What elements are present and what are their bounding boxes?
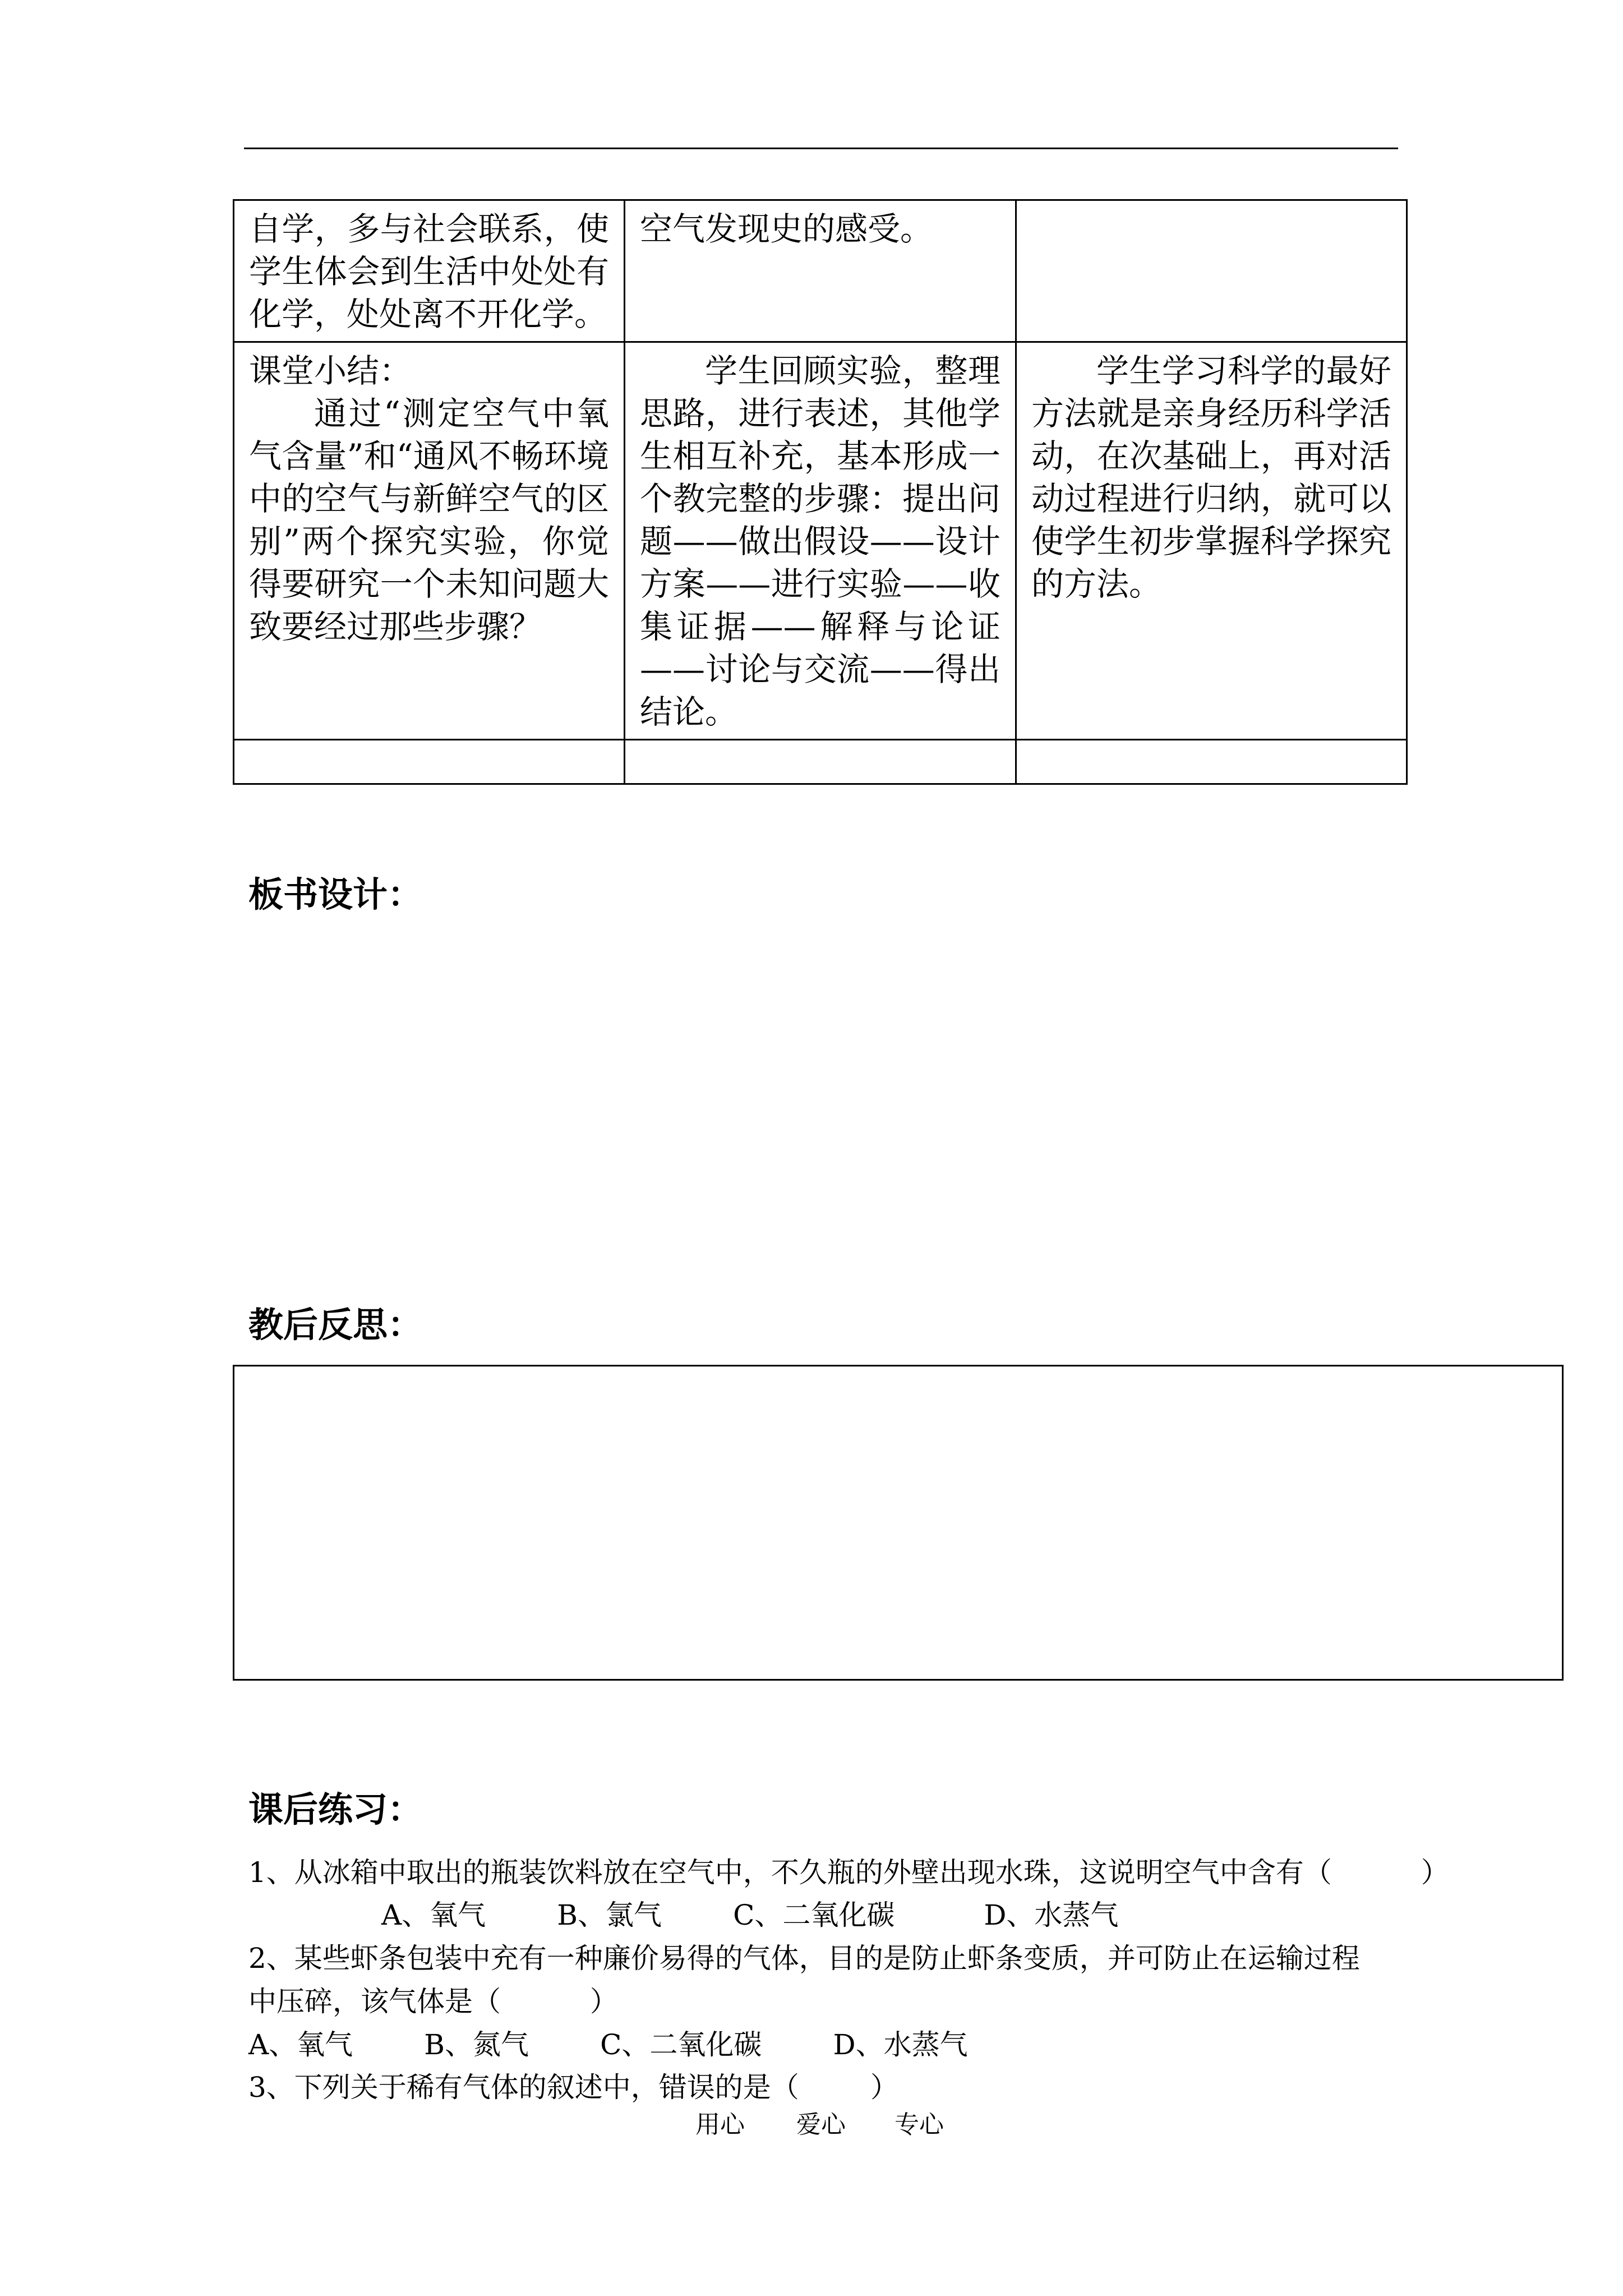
table-cell [1016,342,1407,740]
table-row [234,740,1407,784]
footer-word: 用心 [695,2110,745,2139]
question-1-options: A、氧气 B、氯气 C、二氧化碳 D、水蒸气 [381,1899,1119,1931]
summary-question: 通过“测定空气中氧气含量”和“通风不畅环境中的空气与新鲜空气的区别”两个探究实验，你觉得要研究一个未知问题大致要经过那些步骤？ [249,394,609,646]
table-cell [234,740,625,784]
design-intent: 学生学习科学的最好方法就是亲身经历科学活动，在次基础上，再对活动过程进行归纳，就可以使学生初步掌握科学探究的方法。 [1031,352,1391,603]
question-3-stem: 3、下列关于稀有气体的叙述中，错误的是（ ） [248,2071,898,2104]
table-row [234,342,1407,740]
exercises-heading: 课后练习： [248,1789,423,1830]
reflection-heading: 教后反思： [248,1304,423,1345]
cell-text: 空气发现史的感受。 [640,210,933,248]
reflection-box [233,1365,1564,1681]
question-1-stem: 1、从冰箱中取出的瓶装饮料放在空气中，不久瓶的外壁出现水珠，这说明空气中含有（ ） [248,1856,1449,1889]
footer-word: 专心 [895,2110,944,2139]
table-cell [234,200,625,342]
cell-text: 自学，多与社会联系，使学生体会到生活中处处有化学，处处离不开化学。 [249,210,609,333]
lesson-plan-table [233,199,1408,785]
table-cell [1016,740,1407,784]
table-cell [234,342,625,740]
question-2-stem-line2: 中压碎，该气体是（ ） [248,1985,618,2018]
table-cell [625,342,1016,740]
table-cell [1016,200,1407,342]
student-activity: 学生回顾实验，整理思路，进行表述，其他学生相互补充，基本形成一个教完整的步骤：提出问题——做出假设——设计方案——进行实验——收集证据——解释与论证——讨论与交流——得出结论。 [640,352,1000,731]
summary-title: 课堂小结： [249,352,412,390]
question-2-stem-line1: 2、某些虾条包装中充有一种廉价易得的气体，目的是防止虾条变质，并可防止在运输过程 [248,1942,1360,1975]
table-cell [625,740,1016,784]
footer-word: 爱心 [796,2110,846,2139]
table-row [234,200,1407,342]
question-2-options: A、氧气 B、氮气 C、二氧化碳 D、水蒸气 [248,2028,968,2061]
header-rule [244,148,1398,149]
board-design-heading: 板书设计： [248,874,423,915]
table-cell [625,200,1016,342]
